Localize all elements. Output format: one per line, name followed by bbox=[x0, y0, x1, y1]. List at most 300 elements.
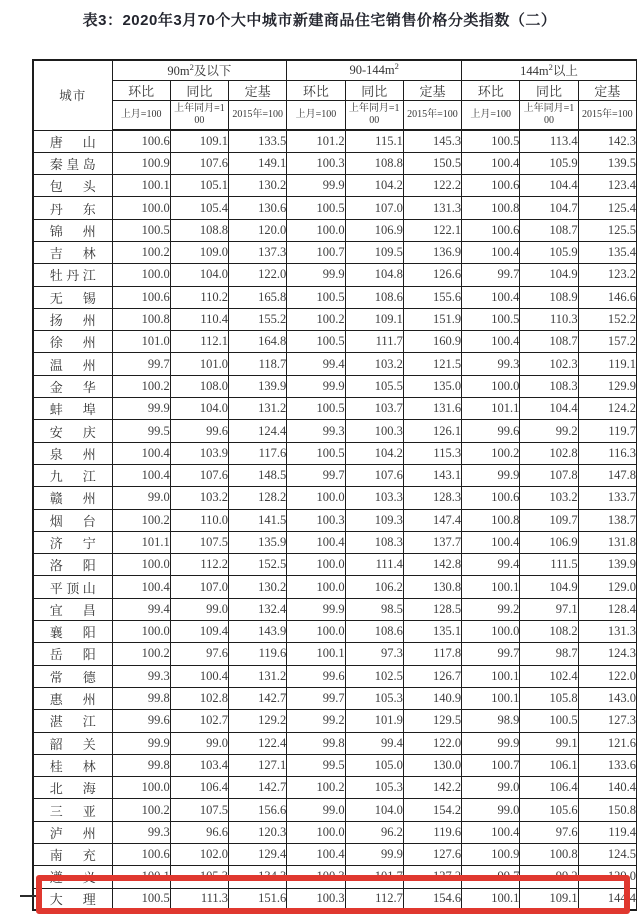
value-cell: 106.4 bbox=[520, 777, 578, 799]
value-cell: 131.3 bbox=[578, 621, 636, 643]
value-cell: 99.0 bbox=[112, 487, 170, 509]
value-cell: 121.5 bbox=[403, 353, 461, 375]
value-cell: 150.8 bbox=[578, 799, 636, 821]
value-cell: 96.6 bbox=[170, 821, 228, 843]
city-name: 泸州 bbox=[49, 825, 96, 841]
value-cell: 108.8 bbox=[170, 219, 228, 241]
value-cell: 119.1 bbox=[578, 353, 636, 375]
value-cell: 100.5 bbox=[287, 197, 345, 219]
value-cell: 100.7 bbox=[287, 241, 345, 263]
value-cell: 100.5 bbox=[520, 710, 578, 732]
value-cell: 100.4 bbox=[112, 576, 170, 598]
table-row bbox=[33, 331, 637, 353]
city-name: 桂林 bbox=[49, 758, 96, 774]
value-cell: 109.5 bbox=[345, 241, 403, 263]
measure-header-cell: 同比 bbox=[345, 80, 403, 100]
value-cell: 100.0 bbox=[112, 264, 170, 286]
base-header-cell: 2015年=100 bbox=[403, 100, 461, 130]
table-row bbox=[33, 643, 637, 665]
value-cell: 132.4 bbox=[229, 598, 287, 620]
value-cell: 104.0 bbox=[345, 799, 403, 821]
value-cell: 119.4 bbox=[578, 821, 636, 843]
value-cell: 110.2 bbox=[170, 286, 228, 308]
value-cell: 104.4 bbox=[520, 175, 578, 197]
value-cell: 100.0 bbox=[287, 487, 345, 509]
value-cell: 109.1 bbox=[345, 308, 403, 330]
table-row bbox=[33, 888, 637, 910]
value-cell: 115.3 bbox=[403, 442, 461, 464]
base-header-cell: 2015年=100 bbox=[578, 100, 636, 130]
value-cell: 128.2 bbox=[229, 487, 287, 509]
value-cell: 139.5 bbox=[578, 152, 636, 174]
value-cell: 157.2 bbox=[578, 331, 636, 353]
value-cell: 143.9 bbox=[229, 621, 287, 643]
value-cell: 105.5 bbox=[345, 375, 403, 397]
value-cell: 100.6 bbox=[112, 286, 170, 308]
value-cell: 127.2 bbox=[403, 866, 461, 888]
value-cell: 107.6 bbox=[345, 464, 403, 486]
value-cell: 99.4 bbox=[462, 554, 520, 576]
measure-header-cell: 环比 bbox=[287, 80, 345, 100]
value-cell: 100.7 bbox=[462, 754, 520, 776]
group-header-row bbox=[33, 60, 637, 80]
value-cell: 99.1 bbox=[520, 732, 578, 754]
value-cell: 99.3 bbox=[112, 665, 170, 687]
city-name: 遵义 bbox=[49, 870, 96, 886]
value-cell: 100.2 bbox=[112, 799, 170, 821]
city-name: 惠州 bbox=[49, 692, 96, 708]
table-row bbox=[33, 844, 637, 866]
group-header-90-144 bbox=[287, 60, 462, 80]
value-cell: 97.1 bbox=[520, 598, 578, 620]
value-cell: 100.0 bbox=[112, 777, 170, 799]
value-cell: 100.0 bbox=[112, 621, 170, 643]
value-cell: 100.6 bbox=[462, 487, 520, 509]
city-name: 吉林 bbox=[49, 246, 96, 262]
city-cell bbox=[33, 353, 112, 375]
value-cell: 129.9 bbox=[578, 375, 636, 397]
city-cell bbox=[33, 398, 112, 420]
value-cell: 108.3 bbox=[520, 375, 578, 397]
value-cell: 100.2 bbox=[287, 308, 345, 330]
city-cell bbox=[33, 554, 112, 576]
value-cell: 100.1 bbox=[287, 643, 345, 665]
value-cell: 135.4 bbox=[578, 241, 636, 263]
value-cell: 127.1 bbox=[229, 754, 287, 776]
city-name: 南充 bbox=[49, 848, 96, 864]
value-cell: 100.4 bbox=[462, 331, 520, 353]
value-cell: 100.6 bbox=[112, 130, 170, 152]
value-cell: 100.3 bbox=[287, 152, 345, 174]
value-cell: 117.8 bbox=[403, 643, 461, 665]
value-cell: 137.3 bbox=[229, 241, 287, 263]
value-cell: 122.1 bbox=[403, 219, 461, 241]
value-cell: 129.2 bbox=[229, 710, 287, 732]
table-row bbox=[33, 375, 637, 397]
value-cell: 142.7 bbox=[229, 777, 287, 799]
value-cell: 100.0 bbox=[287, 219, 345, 241]
value-cell: 139.9 bbox=[229, 375, 287, 397]
value-cell: 112.2 bbox=[170, 554, 228, 576]
value-cell: 103.7 bbox=[345, 398, 403, 420]
value-cell: 99.0 bbox=[170, 732, 228, 754]
value-cell: 100.0 bbox=[462, 621, 520, 643]
value-cell: 137.7 bbox=[403, 531, 461, 553]
value-cell: 133.6 bbox=[578, 754, 636, 776]
value-cell: 131.2 bbox=[229, 665, 287, 687]
table-row bbox=[33, 420, 637, 442]
value-cell: 147.8 bbox=[578, 464, 636, 486]
value-cell: 140.4 bbox=[578, 777, 636, 799]
value-cell: 128.5 bbox=[403, 598, 461, 620]
value-cell: 108.9 bbox=[520, 286, 578, 308]
value-cell: 106.2 bbox=[345, 576, 403, 598]
value-cell: 99.8 bbox=[287, 732, 345, 754]
value-cell: 100.0 bbox=[287, 821, 345, 843]
value-cell: 100.8 bbox=[112, 308, 170, 330]
city-name: 济宁 bbox=[49, 535, 96, 551]
value-cell: 106.1 bbox=[520, 754, 578, 776]
measure-header-cell: 环比 bbox=[112, 80, 170, 100]
value-cell: 148.5 bbox=[229, 464, 287, 486]
table-row bbox=[33, 598, 637, 620]
value-cell: 101.1 bbox=[462, 398, 520, 420]
value-cell: 99.2 bbox=[287, 710, 345, 732]
value-cell: 99.7 bbox=[462, 866, 520, 888]
table-row bbox=[33, 576, 637, 598]
city-cell bbox=[33, 621, 112, 643]
value-cell: 105.4 bbox=[170, 197, 228, 219]
table-row bbox=[33, 710, 637, 732]
value-cell: 99.9 bbox=[112, 732, 170, 754]
value-cell: 125.5 bbox=[578, 219, 636, 241]
measure-header-cell: 环比 bbox=[462, 80, 520, 100]
value-cell: 99.8 bbox=[112, 754, 170, 776]
city-name: 岳阳 bbox=[49, 647, 96, 663]
value-cell: 100.3 bbox=[287, 509, 345, 531]
value-cell: 100.0 bbox=[287, 554, 345, 576]
value-cell: 154.6 bbox=[403, 888, 461, 910]
value-cell: 109.3 bbox=[345, 509, 403, 531]
city-cell bbox=[33, 442, 112, 464]
value-cell: 135.9 bbox=[229, 531, 287, 553]
value-cell: 108.2 bbox=[520, 621, 578, 643]
table-row bbox=[33, 442, 637, 464]
city-name: 徐州 bbox=[49, 335, 96, 351]
city-cell bbox=[33, 487, 112, 509]
city-name: 三亚 bbox=[49, 803, 96, 819]
city-cell bbox=[33, 464, 112, 486]
city-cell bbox=[33, 732, 112, 754]
value-cell: 134.3 bbox=[229, 866, 287, 888]
value-cell: 100.2 bbox=[112, 375, 170, 397]
table-row bbox=[33, 286, 637, 308]
city-name: 包头 bbox=[49, 179, 96, 195]
value-cell: 99.3 bbox=[287, 420, 345, 442]
table-row bbox=[33, 687, 637, 709]
value-cell: 100.4 bbox=[462, 821, 520, 843]
city-cell bbox=[33, 866, 112, 888]
value-cell: 128.3 bbox=[403, 487, 461, 509]
value-cell: 100.5 bbox=[462, 130, 520, 152]
value-cell: 98.7 bbox=[520, 643, 578, 665]
value-cell: 104.4 bbox=[520, 398, 578, 420]
value-cell: 100.1 bbox=[462, 576, 520, 598]
value-cell: 121.6 bbox=[578, 732, 636, 754]
value-cell: 108.0 bbox=[170, 375, 228, 397]
table-row bbox=[33, 152, 637, 174]
page-title: 表3：2020年3月70个大中城市新建商品住宅销售价格分类指数（二） bbox=[82, 12, 557, 29]
value-cell: 155.2 bbox=[229, 308, 287, 330]
city-name: 安庆 bbox=[49, 424, 96, 440]
value-cell: 99.9 bbox=[287, 264, 345, 286]
measure-header-cell: 定基 bbox=[403, 80, 461, 100]
value-cell: 101.0 bbox=[170, 353, 228, 375]
value-cell: 100.4 bbox=[462, 241, 520, 263]
measure-header-row bbox=[33, 80, 637, 100]
value-cell: 135.0 bbox=[403, 375, 461, 397]
base-header-cell: 上年同月=100 bbox=[345, 100, 403, 130]
group-label-suffix: 及以下 bbox=[193, 64, 232, 79]
value-cell: 99.9 bbox=[287, 175, 345, 197]
value-cell: 113.4 bbox=[520, 130, 578, 152]
value-cell: 130.6 bbox=[229, 197, 287, 219]
value-cell: 126.7 bbox=[403, 665, 461, 687]
value-cell: 100.9 bbox=[112, 152, 170, 174]
superscript-2: 2 bbox=[548, 62, 553, 73]
city-cell bbox=[33, 598, 112, 620]
value-cell: 100.2 bbox=[462, 442, 520, 464]
value-cell: 108.6 bbox=[345, 286, 403, 308]
value-cell: 99.9 bbox=[287, 375, 345, 397]
value-cell: 100.4 bbox=[462, 531, 520, 553]
value-cell: 100.8 bbox=[462, 509, 520, 531]
value-cell: 103.2 bbox=[345, 353, 403, 375]
value-cell: 100.0 bbox=[112, 554, 170, 576]
value-cell: 105.0 bbox=[345, 754, 403, 776]
value-cell: 101.2 bbox=[287, 130, 345, 152]
value-cell: 107.0 bbox=[345, 197, 403, 219]
value-cell: 99.0 bbox=[462, 799, 520, 821]
table-body bbox=[33, 130, 637, 910]
value-cell: 105.9 bbox=[520, 241, 578, 263]
city-name: 丹东 bbox=[49, 201, 96, 217]
value-cell: 129.0 bbox=[578, 576, 636, 598]
value-cell: 122.0 bbox=[229, 264, 287, 286]
group-label: 144m bbox=[520, 64, 549, 79]
city-name: 常德 bbox=[49, 669, 96, 685]
value-cell: 165.8 bbox=[229, 286, 287, 308]
table-row bbox=[33, 308, 637, 330]
table-row bbox=[33, 509, 637, 531]
value-cell: 149.1 bbox=[229, 152, 287, 174]
value-cell: 100.1 bbox=[462, 687, 520, 709]
value-cell: 105.1 bbox=[170, 175, 228, 197]
table-row bbox=[33, 821, 637, 843]
city-name: 扬州 bbox=[49, 313, 96, 329]
city-cell bbox=[33, 844, 112, 866]
value-cell: 100.8 bbox=[462, 197, 520, 219]
city-name: 赣州 bbox=[49, 491, 96, 507]
price-index-table bbox=[32, 59, 637, 911]
city-name: 九江 bbox=[49, 469, 96, 485]
table-row bbox=[33, 554, 637, 576]
value-cell: 100.5 bbox=[287, 286, 345, 308]
value-cell: 140.9 bbox=[403, 687, 461, 709]
value-cell: 97.6 bbox=[170, 643, 228, 665]
value-cell: 99.2 bbox=[520, 866, 578, 888]
city-cell bbox=[33, 175, 112, 197]
city-cell bbox=[33, 643, 112, 665]
city-name: 泉州 bbox=[49, 446, 96, 462]
value-cell: 100.2 bbox=[112, 241, 170, 263]
value-cell: 126.1 bbox=[403, 420, 461, 442]
value-cell: 102.4 bbox=[520, 665, 578, 687]
value-cell: 99.4 bbox=[345, 732, 403, 754]
base-header-cell: 上月=100 bbox=[112, 100, 170, 130]
value-cell: 119.6 bbox=[403, 821, 461, 843]
value-cell: 99.4 bbox=[287, 353, 345, 375]
value-cell: 100.2 bbox=[112, 643, 170, 665]
value-cell: 100.9 bbox=[462, 844, 520, 866]
city-name: 唐山 bbox=[49, 134, 96, 150]
value-cell: 105.3 bbox=[170, 866, 228, 888]
value-cell: 105.8 bbox=[520, 687, 578, 709]
value-cell: 127.6 bbox=[403, 844, 461, 866]
value-cell: 122.4 bbox=[229, 732, 287, 754]
table-row bbox=[33, 665, 637, 687]
value-cell: 129.5 bbox=[403, 710, 461, 732]
value-cell: 100.3 bbox=[345, 420, 403, 442]
city-name: 锦州 bbox=[49, 223, 96, 239]
table-row bbox=[33, 732, 637, 754]
table-row bbox=[33, 353, 637, 375]
value-cell: 101.0 bbox=[112, 331, 170, 353]
value-cell: 107.5 bbox=[170, 799, 228, 821]
value-cell: 125.4 bbox=[578, 197, 636, 219]
base-header-cell: 上年同月=100 bbox=[520, 100, 578, 130]
city-cell bbox=[33, 531, 112, 553]
value-cell: 124.4 bbox=[229, 420, 287, 442]
value-cell: 142.2 bbox=[403, 777, 461, 799]
table-row bbox=[33, 197, 637, 219]
city-cell bbox=[33, 420, 112, 442]
value-cell: 128.4 bbox=[578, 598, 636, 620]
value-cell: 131.8 bbox=[578, 531, 636, 553]
table-row bbox=[33, 219, 637, 241]
city-name: 烟台 bbox=[49, 513, 96, 529]
base-header-cell: 上年同月=100 bbox=[170, 100, 228, 130]
value-cell: 102.3 bbox=[520, 353, 578, 375]
value-cell: 109.0 bbox=[170, 241, 228, 263]
value-cell: 107.6 bbox=[170, 152, 228, 174]
value-cell: 104.9 bbox=[520, 576, 578, 598]
value-cell: 100.4 bbox=[462, 286, 520, 308]
table-row bbox=[33, 464, 637, 486]
value-cell: 109.1 bbox=[520, 888, 578, 910]
value-cell: 124.5 bbox=[578, 844, 636, 866]
value-cell: 100.4 bbox=[462, 152, 520, 174]
value-cell: 106.9 bbox=[520, 531, 578, 553]
value-cell: 156.6 bbox=[229, 799, 287, 821]
group-header-144-above bbox=[462, 60, 637, 80]
group-label: 90-144m bbox=[349, 62, 395, 77]
value-cell: 107.5 bbox=[170, 531, 228, 553]
value-cell: 147.4 bbox=[403, 509, 461, 531]
city-name: 北海 bbox=[49, 781, 96, 797]
city-cell bbox=[33, 576, 112, 598]
value-cell: 105.3 bbox=[345, 777, 403, 799]
value-cell: 100.1 bbox=[112, 866, 170, 888]
value-cell: 100.4 bbox=[112, 442, 170, 464]
value-cell: 131.2 bbox=[229, 398, 287, 420]
value-cell: 99.0 bbox=[287, 799, 345, 821]
value-cell: 99.6 bbox=[287, 665, 345, 687]
table-row bbox=[33, 241, 637, 263]
value-cell: 99.7 bbox=[462, 264, 520, 286]
value-cell: 100.6 bbox=[462, 175, 520, 197]
value-cell: 108.3 bbox=[345, 531, 403, 553]
value-cell: 100.5 bbox=[112, 219, 170, 241]
city-cell bbox=[33, 241, 112, 263]
city-cell bbox=[33, 197, 112, 219]
superscript-2: 2 bbox=[394, 60, 399, 71]
value-cell: 154.2 bbox=[403, 799, 461, 821]
value-cell: 122.0 bbox=[403, 732, 461, 754]
value-cell: 111.3 bbox=[170, 888, 228, 910]
value-cell: 98.9 bbox=[462, 710, 520, 732]
value-cell: 143.1 bbox=[403, 464, 461, 486]
value-cell: 100.5 bbox=[112, 888, 170, 910]
city-name: 温州 bbox=[49, 357, 96, 373]
table-row bbox=[33, 130, 637, 152]
city-cell bbox=[33, 777, 112, 799]
value-cell: 118.7 bbox=[229, 353, 287, 375]
value-cell: 99.9 bbox=[112, 398, 170, 420]
value-cell: 126.6 bbox=[403, 264, 461, 286]
value-cell: 138.7 bbox=[578, 509, 636, 531]
city-cell bbox=[33, 710, 112, 732]
city-cell bbox=[33, 286, 112, 308]
city-cell bbox=[33, 821, 112, 843]
value-cell: 144.4 bbox=[578, 888, 636, 910]
city-name: 平顶山 bbox=[49, 580, 96, 596]
city-cell bbox=[33, 152, 112, 174]
value-cell: 103.4 bbox=[170, 754, 228, 776]
group-header-90-and-below bbox=[112, 60, 287, 80]
value-cell: 139.9 bbox=[578, 554, 636, 576]
value-cell: 111.7 bbox=[345, 331, 403, 353]
value-cell: 155.6 bbox=[403, 286, 461, 308]
value-cell: 109.1 bbox=[170, 130, 228, 152]
table-row bbox=[33, 175, 637, 197]
value-cell: 150.5 bbox=[403, 152, 461, 174]
value-cell: 100.5 bbox=[287, 331, 345, 353]
city-name: 韶关 bbox=[49, 736, 96, 752]
value-cell: 111.5 bbox=[520, 554, 578, 576]
value-cell: 124.2 bbox=[578, 398, 636, 420]
value-cell: 102.5 bbox=[345, 665, 403, 687]
value-cell: 131.3 bbox=[403, 197, 461, 219]
value-cell: 104.8 bbox=[345, 264, 403, 286]
value-cell: 100.8 bbox=[520, 844, 578, 866]
value-cell: 100.4 bbox=[170, 665, 228, 687]
city-name: 大理 bbox=[49, 892, 96, 908]
value-cell: 142.8 bbox=[403, 554, 461, 576]
value-cell: 99.7 bbox=[112, 353, 170, 375]
value-cell: 117.6 bbox=[229, 442, 287, 464]
city-cell bbox=[33, 219, 112, 241]
